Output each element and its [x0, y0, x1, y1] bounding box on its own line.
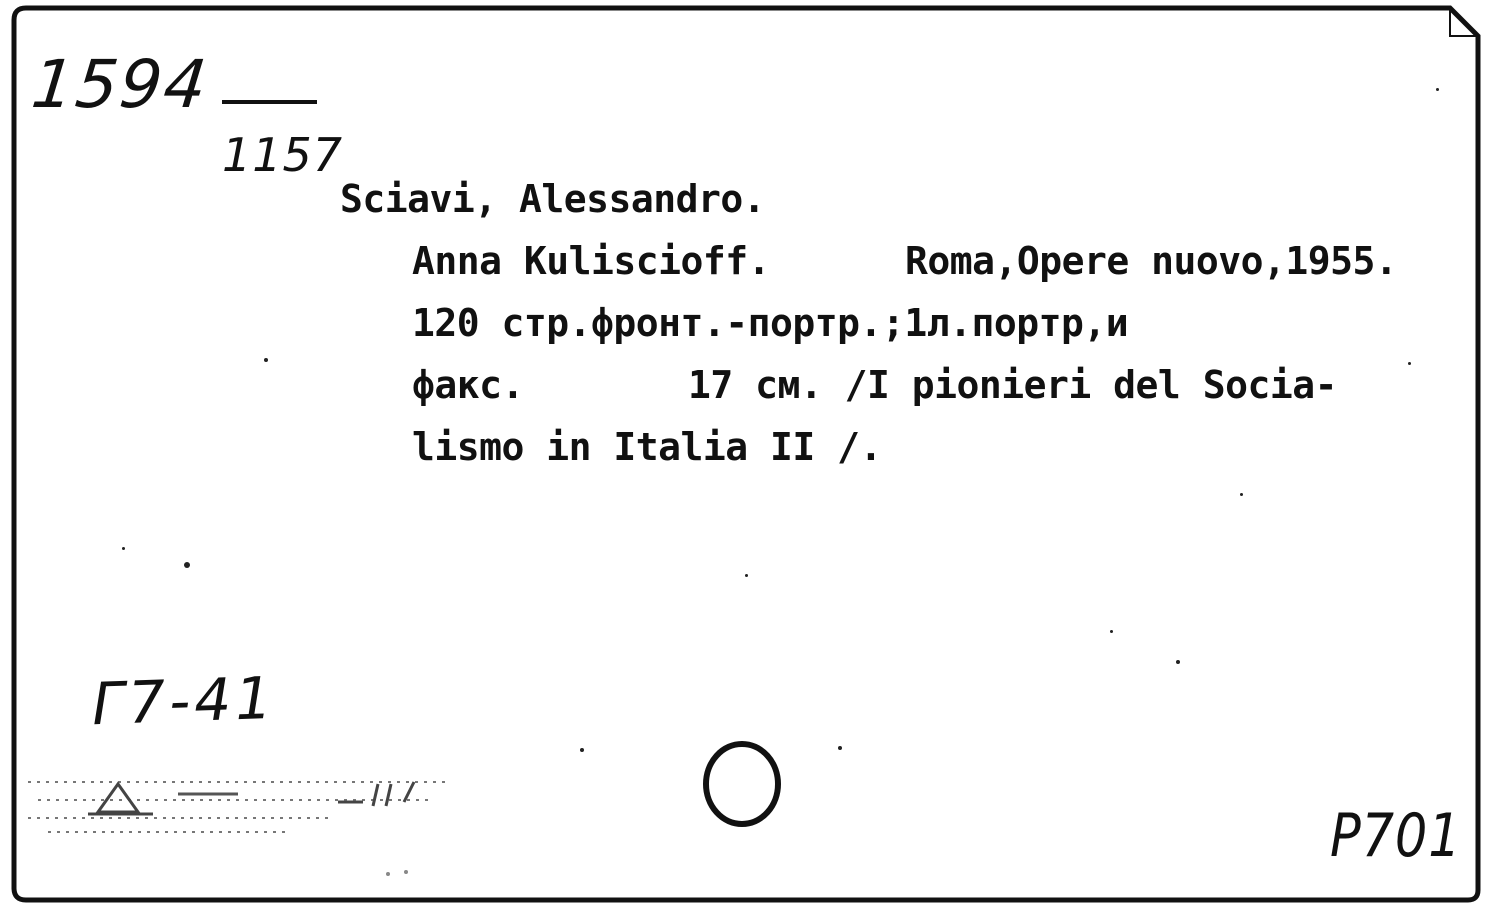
entry-author: Sciavi, Alessandro. [340, 177, 766, 221]
scan-speck [838, 746, 842, 750]
entry-illustrations: факс. [412, 363, 524, 407]
call-number-main: 1594 [28, 46, 213, 123]
entry-imprint: Roma,Opere nuovo,1955. [905, 239, 1398, 283]
shelf-mark: Г7-41 [90, 663, 278, 739]
scan-speck [264, 358, 268, 362]
scan-speck [122, 547, 125, 550]
punch-hole [700, 736, 790, 832]
scan-speck [1240, 493, 1243, 496]
scan-speck [580, 748, 584, 752]
inventory-mark: P701 [1330, 801, 1462, 871]
faded-stamp [28, 762, 458, 882]
call-number-divider [222, 100, 317, 104]
scan-speck [1176, 660, 1180, 664]
scan-speck [1110, 630, 1113, 633]
entry-series: 17 см. /I pionieri del Socia- [688, 363, 1337, 407]
scan-speck [184, 562, 190, 568]
scan-speck [1408, 362, 1411, 365]
entry-title: Anna Kuliscioff. [412, 239, 771, 283]
scan-speck [745, 574, 748, 577]
scan-speck [1436, 88, 1439, 91]
entry-series-cont: lismo in Italia II /. [412, 425, 882, 469]
call-number-sub: 1157 [222, 128, 344, 182]
entry-collation: 120 стр.фронт.-портр.;1л.портр,и [412, 301, 1129, 345]
